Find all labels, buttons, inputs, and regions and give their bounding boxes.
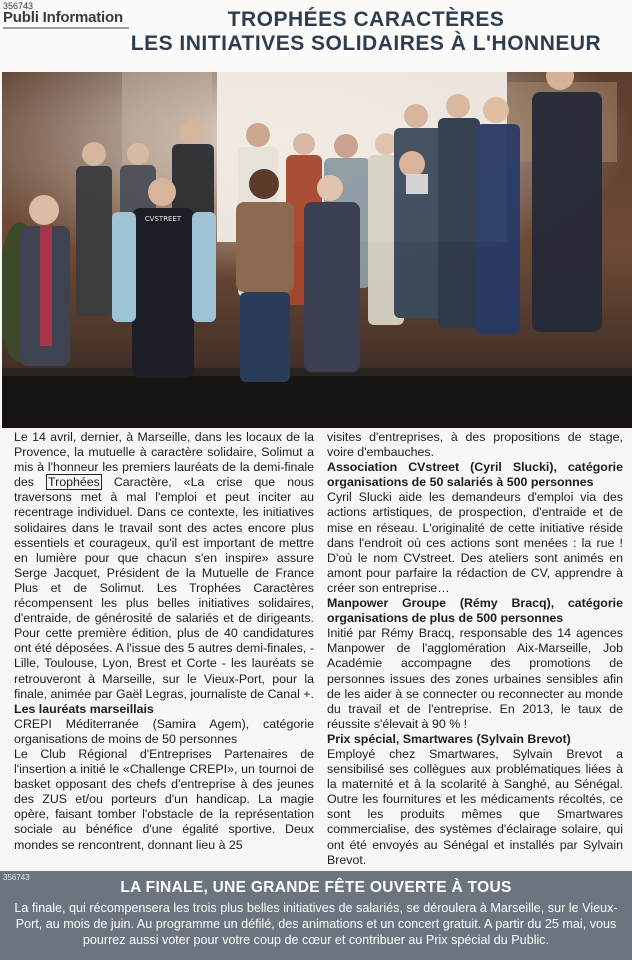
intro-paragraph xyxy=(14,430,314,702)
article-column-right xyxy=(327,430,623,868)
manpower-title: Manpower Groupe (Rémy Bracq), catégorie organisations de plus de 500 personnes xyxy=(327,596,623,626)
cvstreet-text: Cyril Slucki aide les demandeurs d'emploi via des actions artistiques, de prospection, d'entraide et de mise en réseau. L'originalité de cette initiative réside dans l'endroit où ces actions sont menées : la rue ! D'où le nom CVstreet. Des ateliers sont animés en amont pour parfaire la rédaction de CV, apprendre à créer son entreprise… xyxy=(327,490,623,595)
article-column-left xyxy=(14,430,314,853)
footer-title: LA FINALE, UNE GRANDE FÊTE OUVERTE À TOUS xyxy=(120,879,512,896)
crepi-title: CREPI Méditerranée (Samira Agem), catégorie organisations de moins de 50 personnes xyxy=(14,716,314,746)
special-prize-text: Employé chez Smartwares, Sylvain Brevot a sensibilisé ses collègues aux problématiques liées à la maternité et à la scolarité à Sanghé, au Sénégal. Outre les fournitures et les médicaments récoltés, ce sont les produits mêmes que Smartwares commercialise, des systèmes d'éclairage solaire, qui ont été envoyés au Sénégal et installés par Sylvain Brevot. xyxy=(327,746,623,867)
intro-text-end: Caractère, «La crise que nous traversons met à mal l'emploi et peut inciter au recentrage individuel. Dans ce contexte, les initiatives solidaires dans le travail sont des actes encore plus essentiels et courageux, qu'il est important de mettre en lumière pour que chacun s'en inspire» assure Serge Jacquet, Président de la Mutuelle de France Plus et de Solimut. Les Trophées Caractères récompensent les plus belles initiatives solidaires, d'entraide, de générosité de salariés et de dirigeants. Pour cette première édition, plus de 40 candidatures ont été déposées. A l'issue des 5 autres demi-finales, - Lille, Toulouse, Lyon, Brest et Corte - les lauréats se retrouveront à Marseille, sur le Vieux-Port, pour la finale, animée par Gaël Legras, journaliste de Canal +. xyxy=(14,475,315,701)
special-prize-title: Prix spécial, Smartwares (Sylvain Brevot) xyxy=(327,731,571,746)
intro-text-start: Le 14 avril, dernier, à Marseille, dans les locaux de la Provence, la mutuelle à caractère solidaire, Solimut a mis à l'honneur les premiers lauréats de la demi-finale des xyxy=(14,430,314,490)
page-header xyxy=(0,0,632,72)
footer-text: La finale, qui récompensera les trois plus belles initiatives de salariés, se déroulera à Marseille, sur le Vieux-Port, au mois de juin. Au programme un défilé, des animations et un concert gratuit. A partir du 25 mai, vous pourrez aussi voter pour votre coup de cœur et contribuer au Prix spécial du Public. xyxy=(14,901,618,947)
section-heading: Les lauréats marseillais xyxy=(14,701,154,716)
crepi-text-continued: visites d'entreprises, à des propositions de stage, voire d'embauches. xyxy=(327,430,623,460)
cvstreet-title: Association CVstreet (Cyril Slucki), catégorie organisations de 50 salariés à 500 personnes xyxy=(327,460,623,490)
group-photo xyxy=(2,72,632,428)
boxed-word: Trophées xyxy=(47,475,100,490)
page-reference: 356743 xyxy=(3,1,34,11)
footer-banner xyxy=(0,871,632,960)
footer-reference: 356743 xyxy=(3,873,30,882)
shirt-banner-text: CVSTREET xyxy=(144,215,182,223)
crepi-text: Le Club Régional d'Entreprises Partenaires de l'insertion a initié le «Challenge CREPI», un tournoi de basket opposant des chefs d'entreprise à des jeunes des ZUS et/ou porteurs d'un handicap. La magie opère, faisant tomber l'obstacle de la représentation sociale au bénéfice d'une égalité sportive. Deux mondes se rencontrent, donnant lieu à 25 xyxy=(14,746,314,852)
manpower-text: Initié par Rémy Bracq, responsable des 14 agences Manpower de l'agglomération Aix-Marseille, Job Académie accompagne des promotions de personnes issues des zones urbaines sensibles afin de les aider à se connecter ou reconnecter au monde du travail et de l'entreprise. En 2013, le taux de réussite s'élevait à 90 % ! xyxy=(327,626,623,731)
section-label: Publi Information xyxy=(3,9,129,29)
headline xyxy=(100,8,632,56)
headline-line-1: TROPHÉES CARACTÈRES xyxy=(227,8,505,31)
headline-line-2: LES INITIATIVES SOLIDAIRES À L'HONNEUR xyxy=(130,32,602,55)
photo-illustration xyxy=(2,72,632,428)
